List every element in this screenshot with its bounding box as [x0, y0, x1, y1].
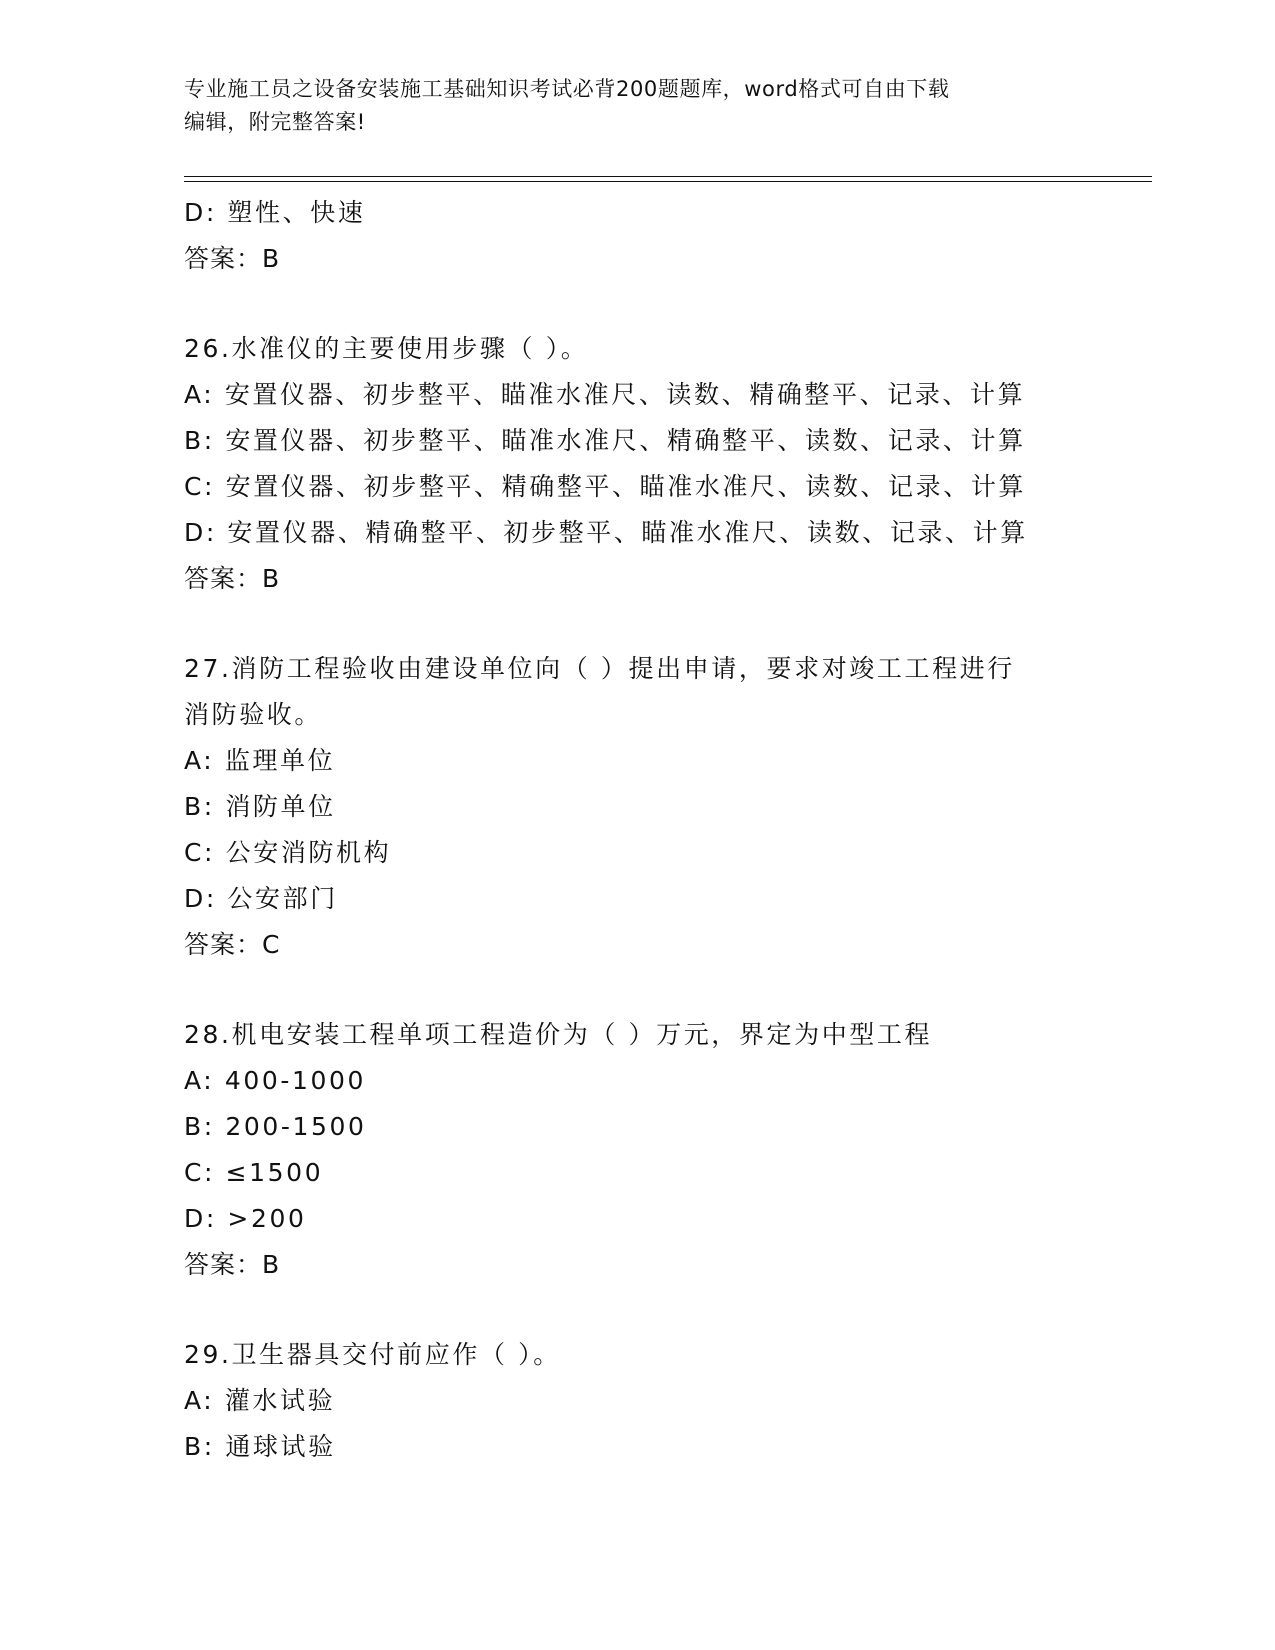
q25-option-d: D: 塑性、快速 — [184, 198, 366, 227]
question-27 — [184, 646, 1144, 968]
document-header — [184, 73, 1064, 139]
option-a: A: 安置仪器、初步整平、瞄准水准尺、读数、精确整平、记录、计算 — [184, 380, 1026, 409]
question-29 — [184, 1332, 1144, 1470]
option-c: C: ≤1500 — [184, 1158, 324, 1187]
option-b: B: 200-1500 — [184, 1112, 367, 1141]
option-b: B: 通球试验 — [184, 1432, 336, 1461]
option-a: A: 400-1000 — [184, 1066, 366, 1095]
option-b: B: 消防单位 — [184, 792, 336, 821]
question-list — [184, 190, 1144, 1470]
question-stem: 27.消防工程验收由建设单位向（ ）提出申请，要求对竣工工程进行 — [184, 654, 1015, 683]
option-a: A: 灌水试验 — [184, 1386, 336, 1415]
option-a: A: 监理单位 — [184, 746, 336, 775]
option-d: D: >200 — [184, 1204, 307, 1233]
header-divider-bottom — [184, 181, 1152, 182]
header-line-2: 编辑，附完整答案! — [184, 110, 366, 134]
question-stem-continued: 消防验收。 — [184, 700, 323, 729]
spacer — [184, 1288, 1144, 1332]
option-d: D: 安置仪器、精确整平、初步整平、瞄准水准尺、读数、记录、计算 — [184, 518, 1028, 547]
answer: 答案：B — [184, 564, 281, 593]
option-d: D: 公安部门 — [184, 884, 338, 913]
question-28 — [184, 1012, 1144, 1288]
option-b: B: 安置仪器、初步整平、瞄准水准尺、精确整平、读数、记录、计算 — [184, 426, 1026, 455]
question-26 — [184, 326, 1144, 602]
spacer — [184, 968, 1144, 1012]
spacer — [184, 602, 1144, 646]
option-c: C: 安置仪器、初步整平、精确整平、瞄准水准尺、读数、记录、计算 — [184, 472, 1027, 501]
spacer — [184, 282, 1144, 326]
q25-answer: 答案：B — [184, 244, 281, 273]
header-divider-top — [184, 176, 1152, 177]
question-stem: 29.卫生器具交付前应作（ ）。 — [184, 1340, 561, 1369]
question-stem: 26.水准仪的主要使用步骤（ ）。 — [184, 334, 589, 363]
header-line-1: 专业施工员之设备安装施工基础知识考试必背200题题库，word格式可自由下载 — [184, 77, 950, 101]
answer: 答案：C — [184, 930, 281, 959]
option-c: C: 公安消防机构 — [184, 838, 392, 867]
question-stem: 28.机电安装工程单项工程造价为（ ）万元，界定为中型工程 — [184, 1020, 933, 1049]
answer: 答案：B — [184, 1250, 281, 1279]
